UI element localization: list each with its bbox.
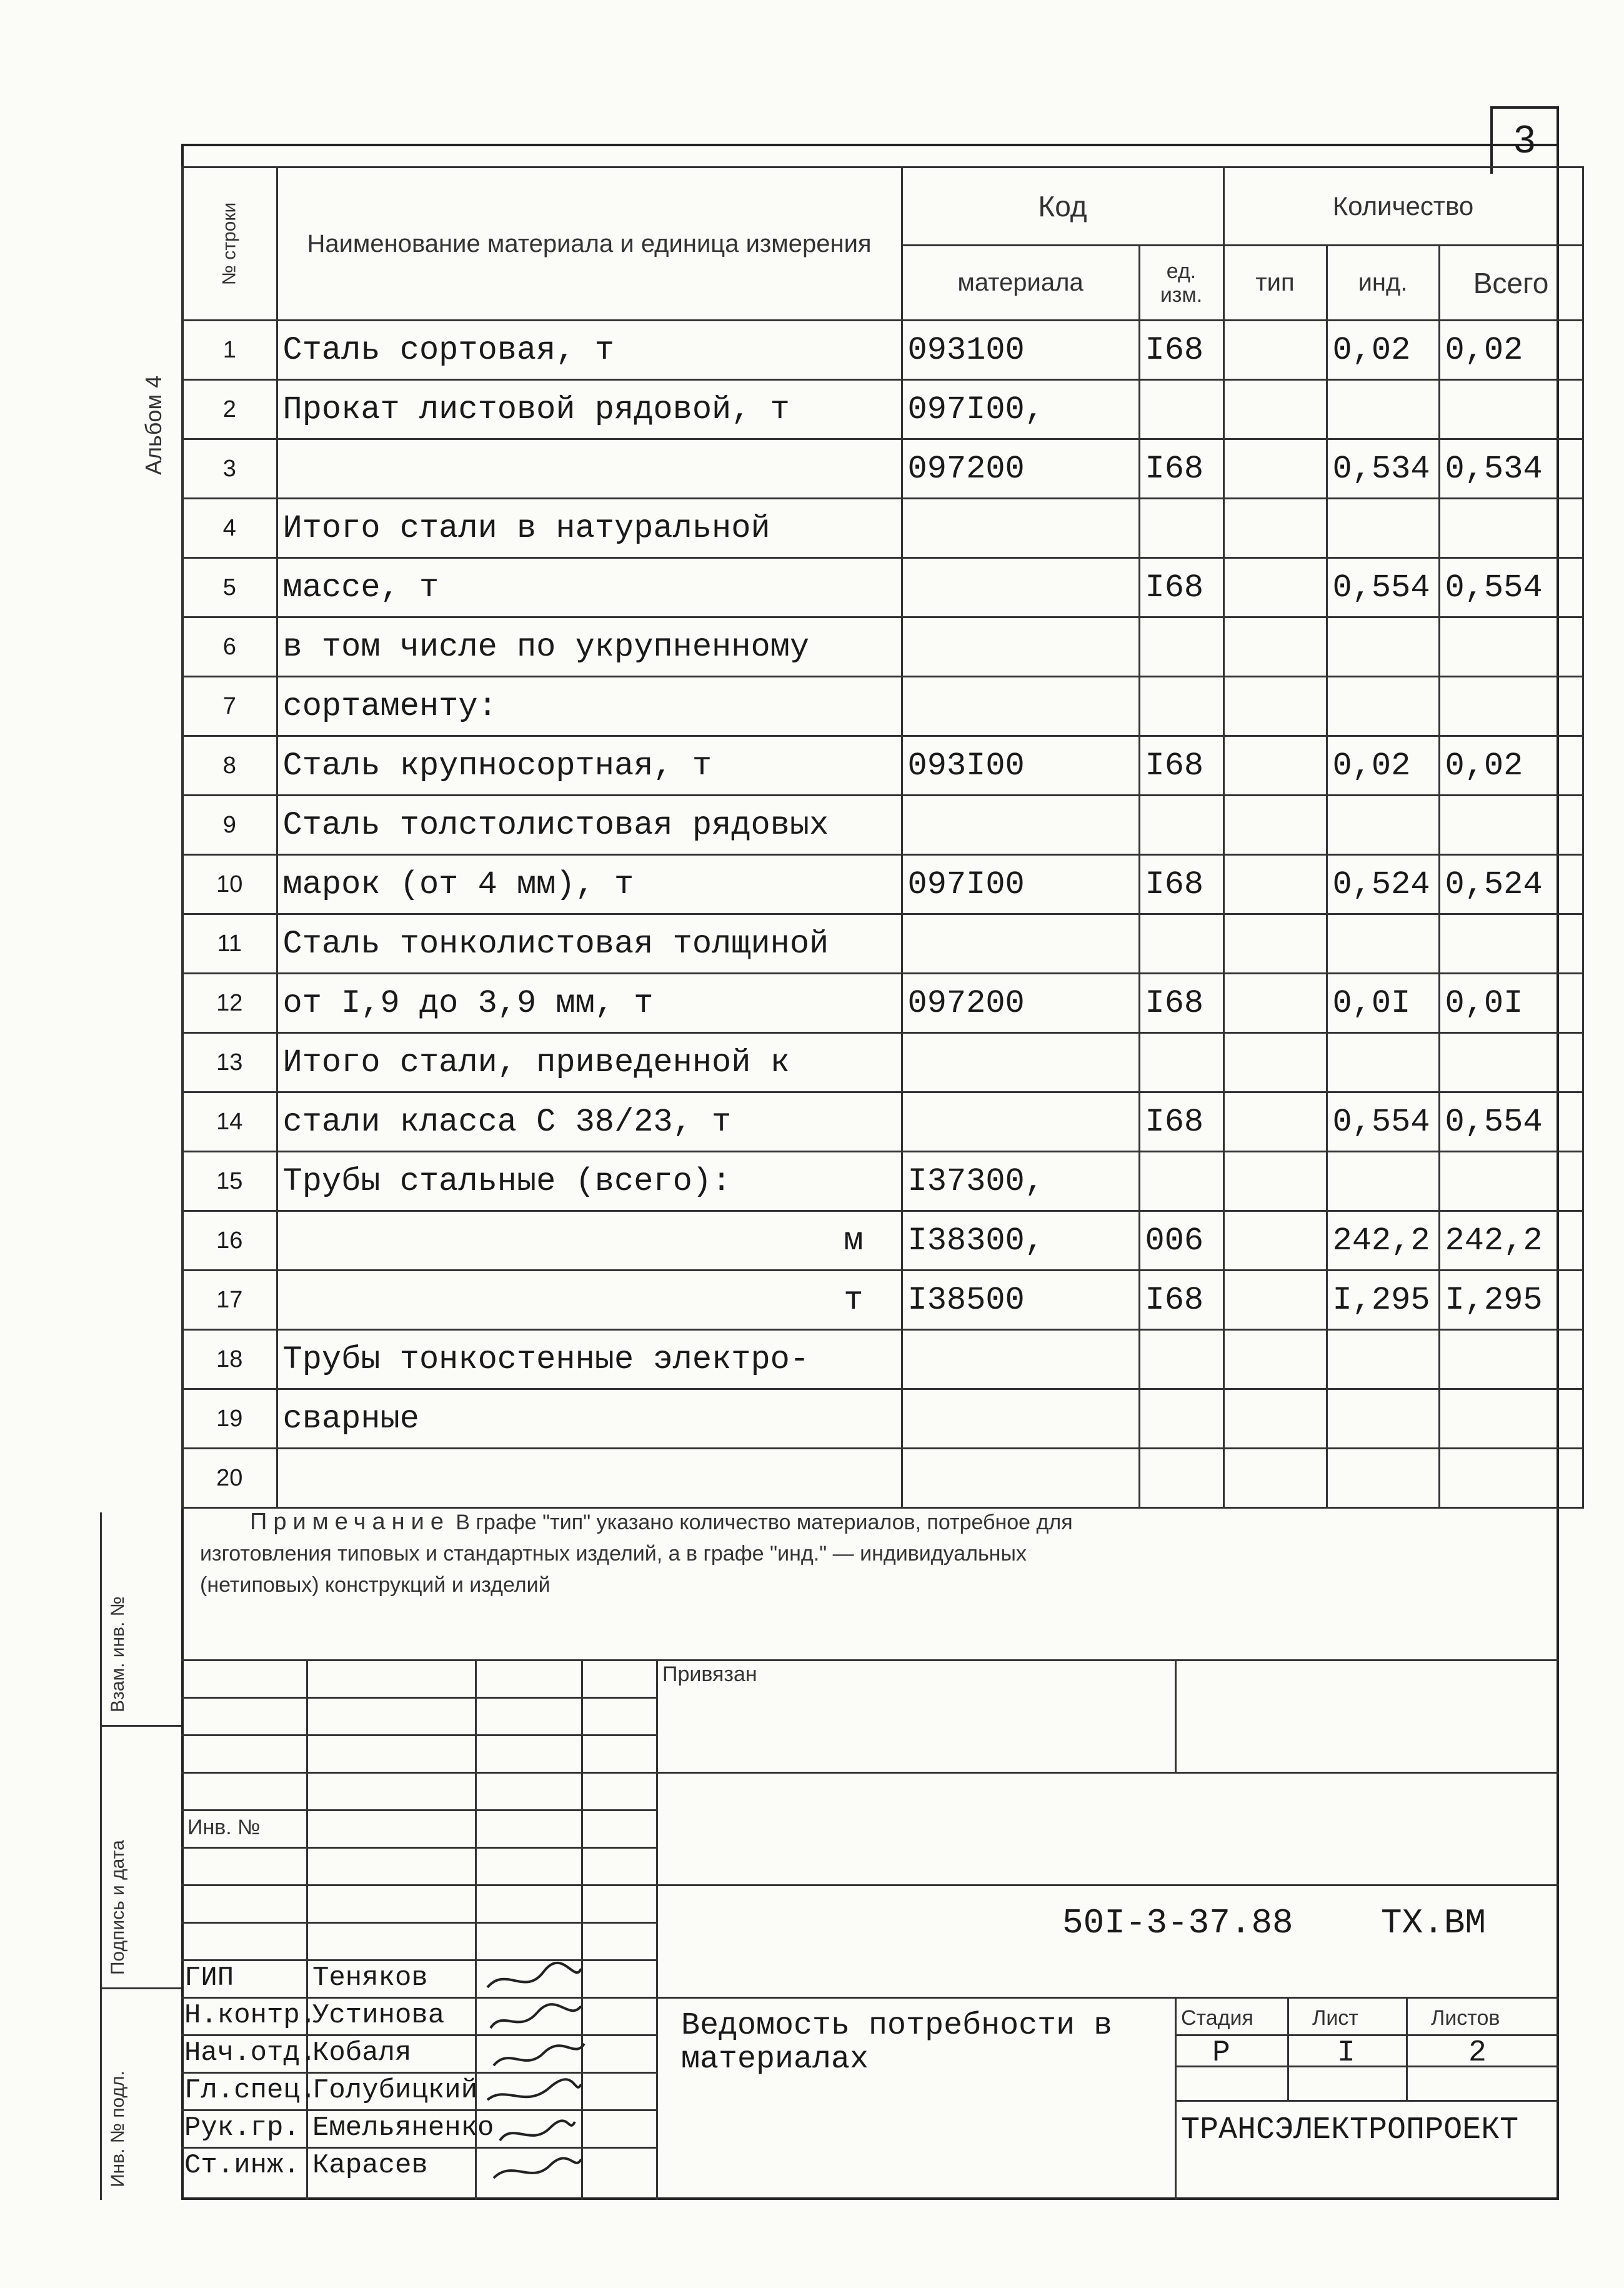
stamp-line [181,1809,656,1811]
stamp-line [1175,2066,1559,2067]
margin-vzam-label: Взам. инв. № [107,1596,128,1712]
header-quantity: Количество [1223,167,1583,246]
table-row: 17 т I38500 I68 I,295 I,295 [182,1271,1583,1330]
stamp-line [1175,1997,1177,2200]
sheet-value: I [1337,2036,1355,2070]
table-row: 13 Итого стали, приведенной к [182,1033,1583,1092]
note-block [200,1506,1137,1601]
table-row: 7 сортаменту: [182,677,1583,736]
privyazan-label: Привязан [662,1662,757,1686]
inv-no-label: Инв. № [187,1816,261,1839]
signatures-graphic [481,1959,587,2191]
margin-signature-label: Подпись и дата [107,1840,128,1975]
header-row-number: № строки [182,167,277,321]
sheet-label: Лист [1312,2006,1358,2030]
person-name: Карасев [312,2150,428,2181]
sheets-value: 2 [1468,2036,1487,2070]
table-row: 6 в том числе по укрупненному [182,617,1583,677]
table-row: 4 Итого стали в натуральной [182,499,1583,558]
stamp-line [306,1659,308,2200]
role-label: Н.контр. [184,2000,317,2031]
table-row: 16 м I38300, 006 242,2 242,2 [182,1211,1583,1271]
person-name: Теняков [312,1962,428,1994]
header-qty-ind: инд. [1327,246,1439,321]
table-row: 11 Сталь тонколистовая толщиной [182,914,1583,974]
note-text: В графе "тип" указано количество материалов, потребное для изготовления типовых и стандартных изделий, а в графе "инд." — индивидуальных (нетиповых) конструкций и изделий [200,1511,1073,1597]
role-label: Гл.спец. [184,2075,317,2106]
table-row: 1 Сталь сортовая, т 093100 I68 0,02 0,02 [182,321,1583,380]
person-name: Емельяненко [312,2112,494,2144]
table-row: 19 сварные [182,1389,1583,1449]
table-row: 15 Трубы стальные (всего): I37300, [182,1152,1583,1211]
table-row: 5 массе, т I68 0,554 0,554 [182,558,1583,617]
margin-line [100,1725,181,1727]
stamp-line [181,1659,1559,1661]
note-title: Примечание [250,1509,450,1535]
role-label: Нач.отд. [184,2037,317,2069]
table-row: 14 стали класса С 38/23, т I68 0,554 0,554 [182,1092,1583,1152]
table-row: 18 Трубы тонкостенные электро- [182,1330,1583,1389]
margin-line [100,1987,181,1989]
document-code: 50I-3-37.88 [1062,1903,1293,1943]
sheets-label: Листов [1431,2006,1500,2030]
margin-inv-label: Инв. № подл. [107,2071,128,2187]
table-row: 12 от I,9 до 3,9 мм, т 097200 I68 0,0I 0,0I [182,974,1583,1033]
stamp-line [1175,1659,1177,1772]
document-mark: ТХ.ВМ [1381,1903,1487,1943]
role-label: Рук.гр. [184,2112,300,2144]
role-label: Ст.инж. [184,2150,300,2181]
stamp-line [181,1922,656,1924]
materials-table [181,166,1584,1509]
role-label: ГИП [184,1962,234,1994]
header-code-unit: ед. изм. [1139,246,1223,321]
table-row: 10 марок (от 4 мм), т 097I00 I68 0,524 0,524 [182,855,1583,914]
stamp-line [656,1659,658,2200]
table-row: 3 097200 I68 0,534 0,534 [182,439,1583,499]
stamp-line [1175,2100,1559,2102]
table-row: 2 Прокат листовой рядовой, т 097I00, [182,380,1583,439]
page-number: 3 [1490,106,1559,174]
person-name: Устинова [312,2000,445,2031]
organization-name: ТРАНСЭЛЕКТРОПРОЕКТ [1181,2112,1519,2148]
stamp-line [1406,1997,1408,2100]
album-label: Альбом 4 [141,375,166,475]
stamp-line [181,1997,1559,1999]
document-title: Ведомость потребности в материалах [681,2008,1113,2077]
margin-line [100,1512,102,2200]
person-name: Кобаля [312,2037,412,2069]
stage-value: Р [1212,2036,1230,2070]
table-row: 8 Сталь крупносортная, т 093I00 I68 0,02 0,02 [182,736,1583,796]
header-qty-total: Всего [1439,246,1583,321]
stamp-line [181,1697,656,1699]
stamp-line [181,1884,1559,1886]
header-material-name: Наименование материала и единица измерения [277,167,902,321]
stamp-line [1287,1997,1289,2100]
person-name: Голубицкий [312,2075,478,2106]
stamp-line [181,1847,656,1849]
stamp-line [181,1772,1559,1774]
stamp-line [1175,2034,1559,2036]
table-row: 20 [182,1449,1583,1508]
header-code-material: материала [902,246,1139,321]
stamp-line [181,1734,656,1736]
stage-label: Стадия [1181,2006,1253,2030]
header-code: Код [902,167,1223,246]
header-qty-type: тип [1223,246,1327,321]
table-row: 9 Сталь толстолистовая рядовых [182,796,1583,855]
